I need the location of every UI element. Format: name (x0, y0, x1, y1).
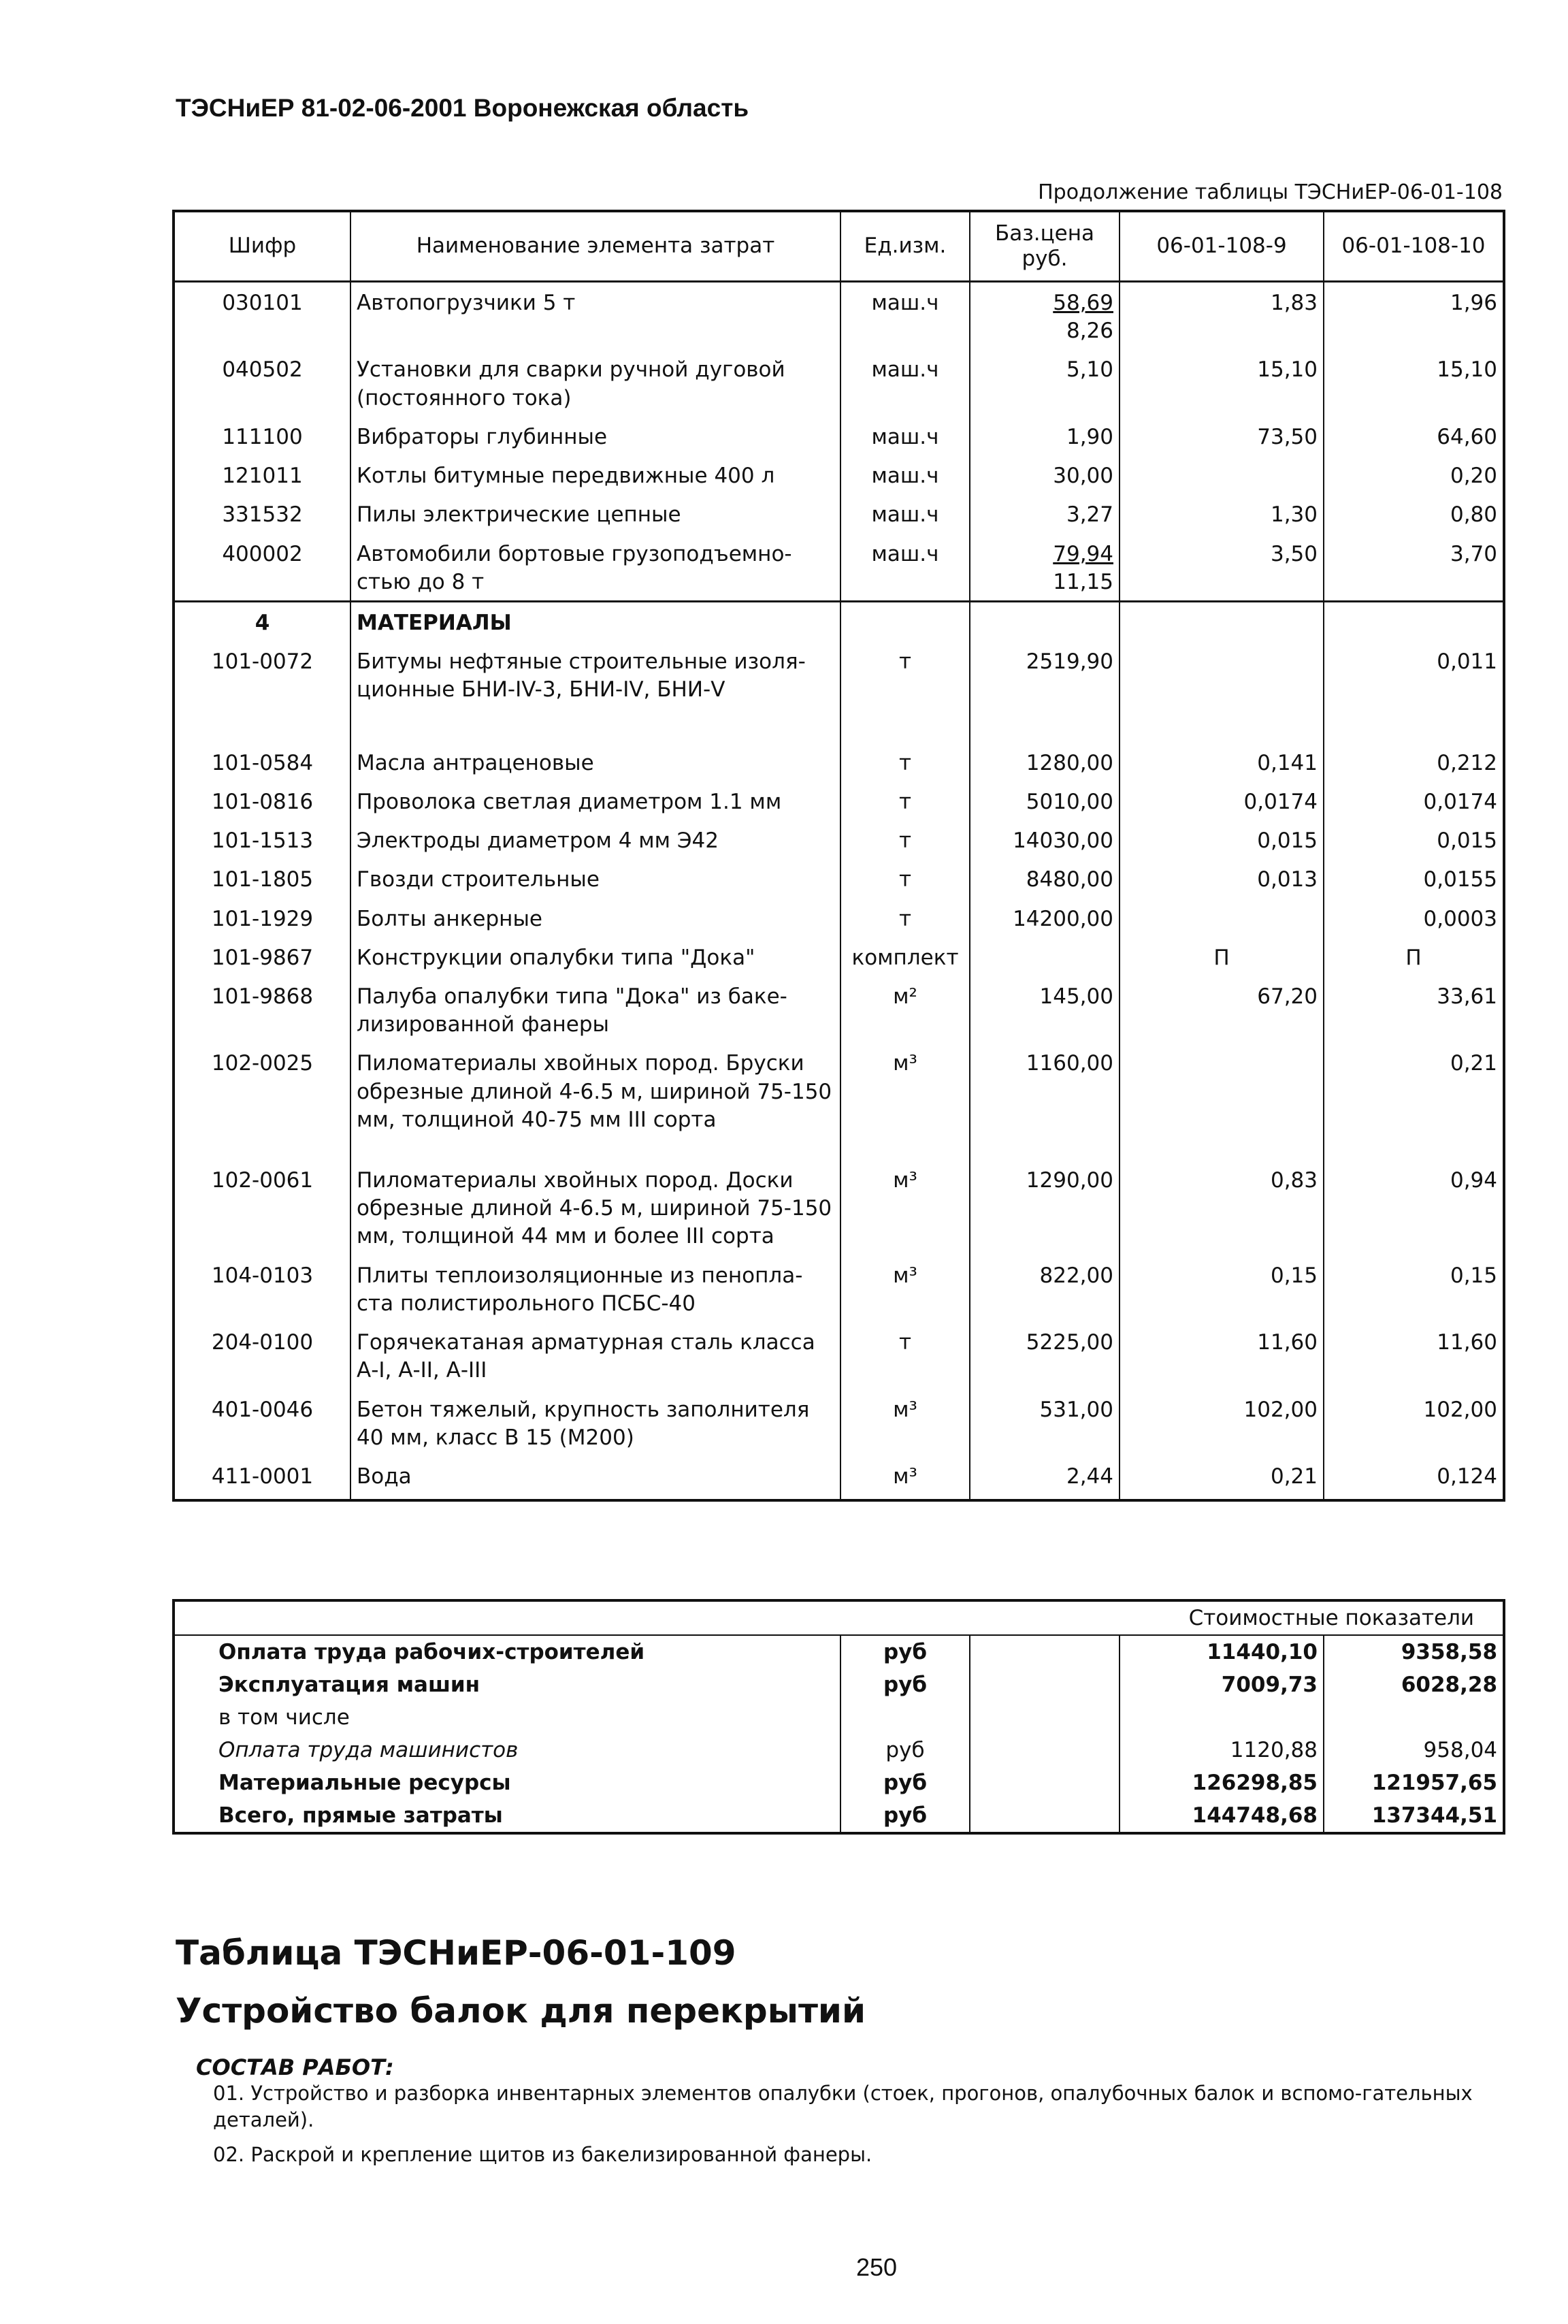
row-value-1: 1,83 (1120, 282, 1324, 350)
table-row (174, 455, 1504, 494)
row-unit: т (840, 1322, 970, 1389)
row-price: 14030,00 (970, 820, 1120, 859)
cost-value-1: 7009,73 (1120, 1668, 1324, 1701)
row-name: Гвозди строительные (350, 859, 840, 898)
cost-base-blank (970, 1799, 1120, 1833)
row-name: Конструкции опалубки типа "Дока" (350, 937, 840, 976)
row-value-2: 102,00 (1324, 1389, 1504, 1456)
row-name: Палуба опалубки типа "Дока" из баке-лизированной фанеры (350, 976, 840, 1043)
row-price (970, 455, 1120, 494)
row-price: 14200,00 (970, 899, 1120, 937)
table-row (174, 1255, 1504, 1322)
row-price (970, 349, 1120, 416)
row-unit: комплект (840, 937, 970, 976)
row-name: Битумы нефтяные строительные изоля-ционные БНИ-IV-3, БНИ-IV, БНИ-V (350, 641, 840, 742)
resource-table (172, 210, 1505, 1502)
row-code: 101-9868 (174, 976, 350, 1043)
table-row (174, 859, 1504, 898)
table-row (174, 937, 1504, 976)
row-code: 400002 (174, 534, 350, 602)
row-code: 121011 (174, 455, 350, 494)
row-code: 401-0046 (174, 1389, 350, 1456)
cost-value-2 (1324, 1701, 1504, 1734)
table-row (174, 781, 1504, 820)
row-price: 5225,00 (970, 1322, 1120, 1389)
row-name: Вода (350, 1456, 840, 1495)
row-price-wage: 11,15 (1053, 569, 1113, 594)
row-name: Вибраторы глубинные (350, 417, 840, 455)
row-name: Котлы битумные передвижные 400 л (350, 455, 840, 494)
row-name: Установки для сварки ручной дуговой (постоянного тока) (350, 349, 840, 416)
row-name: Плиты теплоизоляционные из пенопла-ста полистирольного ПСБС-40 (350, 1255, 840, 1322)
row-value-1: 0,141 (1120, 743, 1324, 781)
cost-row (174, 1799, 1504, 1833)
row-value-2: 33,61 (1324, 976, 1504, 1043)
cost-indicators-title-row (174, 1600, 1504, 1635)
table-row (174, 976, 1504, 1043)
row-price (970, 937, 1120, 976)
row-code: 101-0584 (174, 743, 350, 781)
row-unit: м² (840, 976, 970, 1043)
materials-rows (174, 641, 1504, 1495)
row-name: Масла антраценовые (350, 743, 840, 781)
work-item-02: 02. Раскрой и крепление щитов из бакелизированной фанеры. (213, 2143, 872, 2166)
row-code: 101-0816 (174, 781, 350, 820)
row-value-1 (1120, 1043, 1324, 1160)
works-heading: СОСТАВ РАБОТ: (196, 2054, 394, 2080)
row-value-2: 0,011 (1324, 641, 1504, 742)
row-name: Болты анкерные (350, 899, 840, 937)
row-value-2: 0,015 (1324, 820, 1504, 859)
row-value-1: 67,20 (1120, 976, 1324, 1043)
table-row (174, 1389, 1504, 1456)
cost-value-2: 9358,58 (1401, 1639, 1498, 1664)
materials-section (174, 601, 1504, 641)
cost-unit: руб (840, 1635, 970, 1668)
cost-base-blank (970, 1701, 1120, 1734)
table-row (174, 534, 1504, 602)
section-number: 4 (174, 601, 350, 641)
table-row (174, 1322, 1504, 1389)
cost-unit: руб (840, 1734, 970, 1766)
row-name: Пилы электрические цепные (350, 494, 840, 533)
row-value-1: 73,50 (1120, 417, 1324, 455)
row-value-1: 0,0174 (1120, 781, 1324, 820)
row-unit: м³ (840, 1456, 970, 1495)
row-name: Автопогрузчики 5 т (350, 282, 840, 350)
row-value-2: 11,60 (1324, 1322, 1504, 1389)
row-name: Проволока светлая диаметром 1.1 мм (350, 781, 840, 820)
row-value-1 (1120, 899, 1324, 937)
row-price: 145,00 (970, 976, 1120, 1043)
cost-unit: руб (840, 1668, 970, 1701)
row-unit: м³ (840, 1160, 970, 1255)
row-value-2: 0,80 (1324, 494, 1504, 533)
cost-value-1: 144748,68 (1120, 1799, 1324, 1833)
cost-row (174, 1734, 1504, 1766)
table-bottom-spacer (174, 1495, 1504, 1500)
row-name: Автомобили бортовые грузоподъемно-стью до 8 т (350, 534, 840, 602)
row-price (970, 494, 1120, 533)
cost-base-blank (970, 1668, 1120, 1701)
row-value-1 (1120, 641, 1324, 742)
row-price: 531,00 (970, 1389, 1120, 1456)
row-name: Пиломатериалы хвойных пород. Доски обрезные длиной 4-6.5 м, шириной 75-150 мм, толщиной 44 мм и более III сорта (350, 1160, 840, 1255)
row-price-main: 5,10 (1066, 357, 1113, 383)
row-price-wage: 8,26 (1066, 319, 1113, 344)
row-unit: т (840, 820, 970, 859)
row-code: 331532 (174, 494, 350, 533)
cost-indicators-title: Стоимостные показатели (174, 1600, 1504, 1635)
row-value-2: 0,124 (1324, 1456, 1504, 1495)
row-value-2: П (1324, 937, 1504, 976)
cost-value-2: 6028,28 (1401, 1672, 1498, 1697)
cost-label: Оплата труда рабочих-строителей (174, 1635, 840, 1668)
cost-row (174, 1635, 1504, 1668)
row-value-1: 1,30 (1120, 494, 1324, 533)
row-unit: маш.ч (840, 534, 970, 602)
cost-value-2: 137344,51 (1371, 1803, 1498, 1828)
cost-value-1: 126298,85 (1120, 1766, 1324, 1799)
row-unit: м³ (840, 1389, 970, 1456)
cost-value-2: 958,04 (1423, 1737, 1498, 1762)
row-value-1: 102,00 (1120, 1389, 1324, 1456)
row-price-main: 3,27 (1066, 502, 1113, 528)
cost-label: Материальные ресурсы (174, 1766, 840, 1799)
col-header-v1: 06-01-108-9 (1120, 211, 1324, 282)
row-value-1: 11,60 (1120, 1322, 1324, 1389)
row-value-2: 0,21 (1324, 1043, 1504, 1160)
row-code: 030101 (174, 282, 350, 350)
row-code: 104-0103 (174, 1255, 350, 1322)
row-price-main: 79,94 (1053, 541, 1113, 566)
row-value-1: 3,50 (1120, 534, 1324, 602)
continuation-caption: Продолжение таблицы ТЭСНиЕР-06-01-108 (1038, 180, 1503, 204)
row-code: 111100 (174, 417, 350, 455)
row-value-2: 0,212 (1324, 743, 1504, 781)
next-table-subtitle: Устройство балок для перекрытий (176, 1991, 866, 2031)
cost-indicators-table (172, 1599, 1505, 1835)
col-header-unit: Ед.изм. (840, 211, 970, 282)
row-unit: т (840, 859, 970, 898)
row-name: Бетон тяжелый, крупность заполнителя 40 мм, класс В 15 (М200) (350, 1389, 840, 1456)
row-price-main: 30,00 (1053, 464, 1113, 489)
document-header: ТЭСНиЕР 81-02-06-2001 Воронежская область (176, 94, 749, 122)
row-value-2: 0,0003 (1324, 899, 1504, 937)
row-code: 102-0025 (174, 1043, 350, 1160)
page-number: 250 (856, 2253, 898, 2281)
table-row (174, 641, 1504, 742)
cost-row (174, 1668, 1504, 1701)
row-code: 101-1929 (174, 899, 350, 937)
row-unit: т (840, 781, 970, 820)
cost-base-blank (970, 1734, 1120, 1766)
cost-row (174, 1701, 1504, 1734)
row-value-2: 0,0155 (1324, 859, 1504, 898)
row-price (970, 417, 1120, 455)
row-value-1: 0,015 (1120, 820, 1324, 859)
row-value-1: 0,15 (1120, 1255, 1324, 1322)
row-name: Горячекатаная арматурная сталь класса А-I, А-II, А-III (350, 1322, 840, 1389)
cost-unit: руб (840, 1799, 970, 1833)
row-value-2: 0,15 (1324, 1255, 1504, 1322)
row-code: 204-0100 (174, 1322, 350, 1389)
row-value-2: 15,10 (1324, 349, 1504, 416)
row-unit: т (840, 899, 970, 937)
row-unit: маш.ч (840, 494, 970, 533)
machines-section (174, 282, 1504, 602)
row-price: 2519,90 (970, 641, 1120, 742)
col-header-code: Шифр (174, 211, 350, 282)
row-value-1: 15,10 (1120, 349, 1324, 416)
table-row (174, 349, 1504, 416)
cost-base-blank (970, 1766, 1120, 1799)
row-code: 101-1513 (174, 820, 350, 859)
row-price (970, 282, 1120, 350)
cost-unit: руб (840, 1766, 970, 1799)
materials-section-header (174, 601, 1504, 641)
row-price: 1160,00 (970, 1043, 1120, 1160)
cost-value-1 (1120, 1701, 1324, 1734)
table-row (174, 1456, 1504, 1495)
row-price: 1280,00 (970, 743, 1120, 781)
table-row (174, 899, 1504, 937)
row-name: Электроды диаметром 4 мм Э42 (350, 820, 840, 859)
row-unit: маш.ч (840, 455, 970, 494)
work-item-01: 01. Устройство и разборка инвентарных элементов опалубки (стоек, прогонов, опалубочных балок и вспомо-гательных деталей). (213, 2082, 1473, 2132)
col-header-name: Наименование элемента затрат (350, 211, 840, 282)
row-unit: м³ (840, 1255, 970, 1322)
table-row (174, 820, 1504, 859)
col-header-v2: 06-01-108-10 (1324, 211, 1504, 282)
table-row (174, 282, 1504, 350)
cost-rows (174, 1635, 1504, 1833)
row-value-2: 0,0174 (1324, 781, 1504, 820)
row-price: 5010,00 (970, 781, 1120, 820)
row-unit: маш.ч (840, 349, 970, 416)
row-value-1: 0,21 (1120, 1456, 1324, 1495)
row-value-2: 0,20 (1324, 455, 1504, 494)
cost-value-1: 11440,10 (1120, 1635, 1324, 1668)
row-unit: маш.ч (840, 282, 970, 350)
cost-label: Оплата труда машинистов (174, 1734, 840, 1766)
table-row (174, 1043, 1504, 1160)
row-value-2: 1,96 (1324, 282, 1504, 350)
row-price-main: 1,90 (1066, 424, 1113, 449)
cost-label: Всего, прямые затраты (174, 1799, 840, 1833)
table-row (174, 743, 1504, 781)
row-value-1: 0,83 (1120, 1160, 1324, 1255)
row-value-1: П (1120, 937, 1324, 976)
cost-base-blank (970, 1635, 1120, 1668)
row-price-main: 58,69 (1053, 291, 1113, 315)
table-row (174, 1160, 1504, 1255)
cost-value-1: 1120,88 (1120, 1734, 1324, 1766)
table-header-row (174, 211, 1504, 282)
row-price: 8480,00 (970, 859, 1120, 898)
row-value-1: 0,013 (1120, 859, 1324, 898)
row-price: 822,00 (970, 1255, 1120, 1322)
row-code: 040502 (174, 349, 350, 416)
row-code: 411-0001 (174, 1456, 350, 1495)
row-value-1 (1120, 455, 1324, 494)
row-code: 101-9867 (174, 937, 350, 976)
cost-value-2: 121957,65 (1371, 1770, 1498, 1795)
row-unit: т (840, 743, 970, 781)
row-price: 1290,00 (970, 1160, 1120, 1255)
row-unit: м³ (840, 1043, 970, 1160)
row-code: 102-0061 (174, 1160, 350, 1255)
row-unit: маш.ч (840, 417, 970, 455)
row-code: 101-1805 (174, 859, 350, 898)
row-price: 2,44 (970, 1456, 1120, 1495)
cost-label: в том числе (174, 1701, 840, 1734)
table-row (174, 494, 1504, 533)
cost-unit (840, 1701, 970, 1734)
row-code: 101-0072 (174, 641, 350, 742)
section-title: МАТЕРИАЛЫ (350, 601, 840, 641)
row-price (970, 534, 1120, 602)
row-value-2: 0,94 (1324, 1160, 1504, 1255)
col-header-base-price: Баз.цена руб. (970, 211, 1120, 282)
row-value-2: 3,70 (1324, 534, 1504, 602)
cost-label: Эксплуатация машин (174, 1668, 840, 1701)
row-value-2: 64,60 (1324, 417, 1504, 455)
row-name: Пиломатериалы хвойных пород. Бруски обрезные длиной 4-6.5 м, шириной 75-150 мм, толщиной 40-75 мм III сорта (350, 1043, 840, 1160)
next-table-title: Таблица ТЭСНиЕР-06-01-109 (176, 1933, 736, 1973)
table-row (174, 417, 1504, 455)
cost-row (174, 1766, 1504, 1799)
row-unit: т (840, 641, 970, 742)
